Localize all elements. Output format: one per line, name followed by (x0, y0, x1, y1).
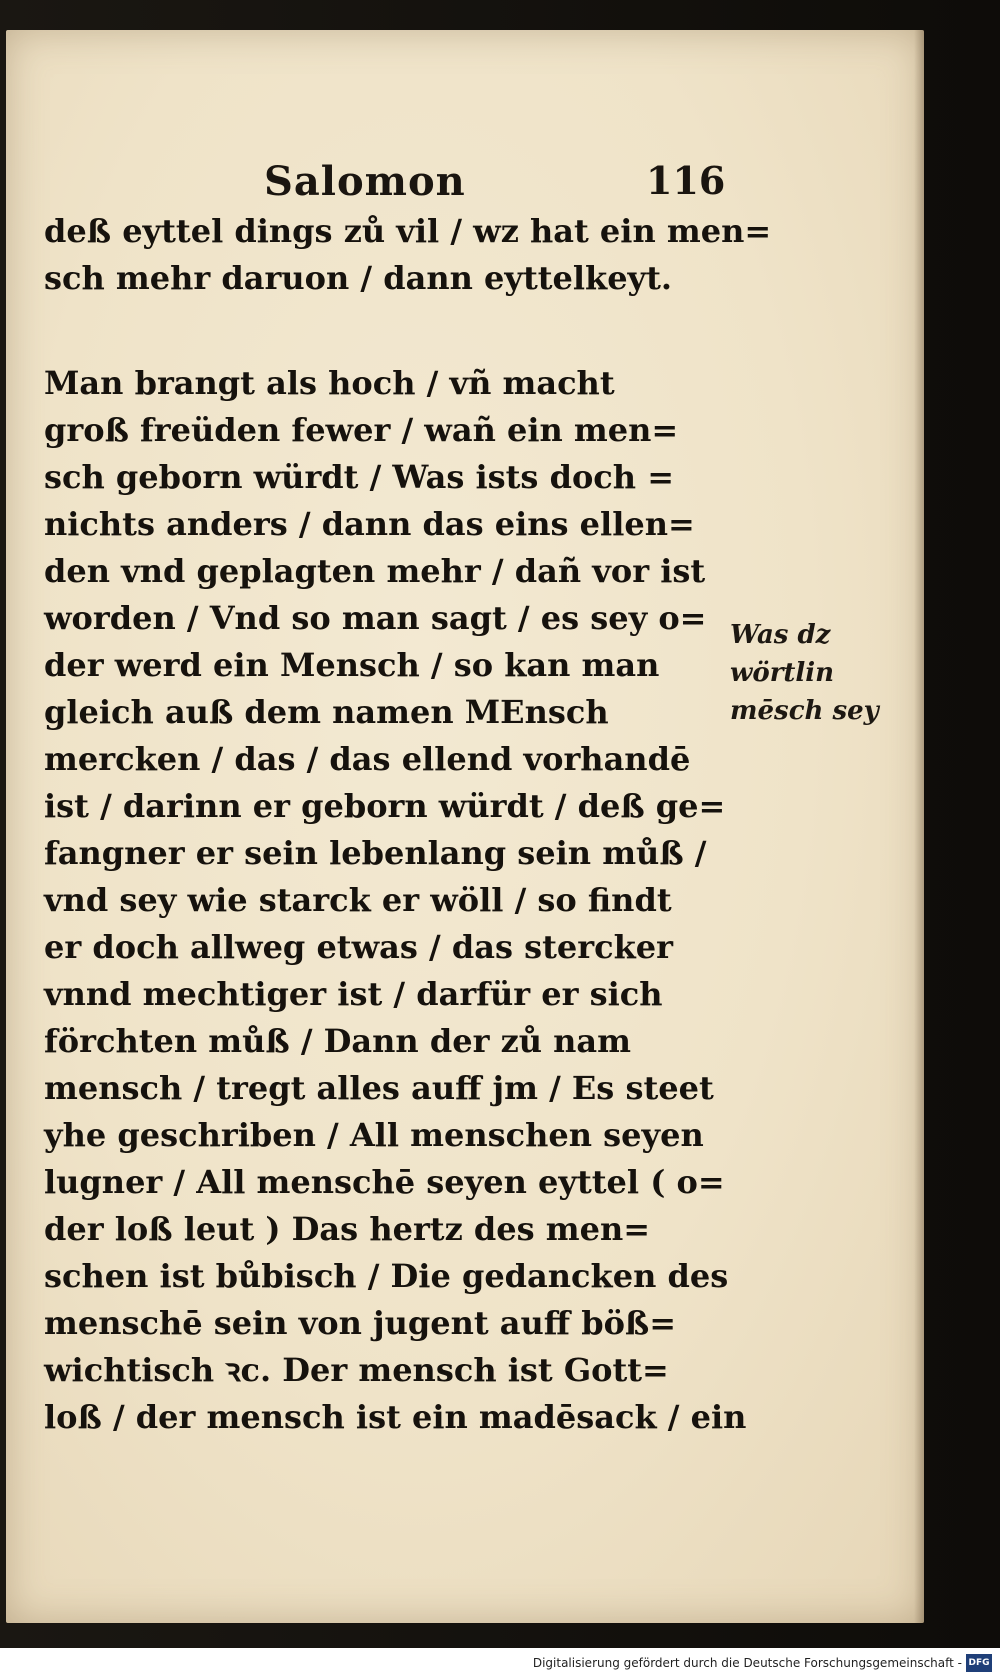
text-line: worden / Vnd so man sagt / es sey o= (44, 599, 707, 637)
margin-note-line: Was dz (730, 620, 831, 650)
text-line: der werd ein Mensch / so kan man (44, 646, 660, 684)
text-line: sch mehr daruon / dann eyttelkeyt. (44, 259, 673, 297)
text-line: loß / der mensch ist ein madēsack / ein (44, 1398, 747, 1436)
text-line: schen ist bůbisch / Die gedancken des (44, 1257, 729, 1295)
text-line: förchten můß / Dann der zů nam (44, 1022, 631, 1060)
text-line: vnnd mechtiger ist / darfür er sich (44, 975, 663, 1013)
running-title: Salomon (264, 158, 466, 205)
page-number: 116 (646, 158, 726, 203)
text-line: Man brangt als hoch / vñ macht (44, 364, 615, 402)
margin-note-line: mēsch sey (730, 696, 879, 726)
text-line: er doch allweg etwas / das stercker (44, 928, 673, 966)
margin-note-line: wörtlin (730, 658, 835, 688)
text-line: ist / darinn er geborn würdt / deß ge= (44, 787, 726, 825)
text-line: den vnd geplagten mehr / dañ vor ist (44, 552, 706, 590)
text-line: yhe geschriben / All menschen seyen (44, 1116, 704, 1154)
main-text (44, 208, 772, 1441)
text-line: wichtisch ꝛc. Der mensch ist Gott= (44, 1351, 669, 1389)
footer-credit: Digitalisierung gefördert durch die Deutsche Forschungsgemeinschaft - (532, 1656, 962, 1670)
page-header (264, 158, 726, 208)
text-line: vnd sey wie starck er wöll / so findt (44, 881, 672, 919)
text-line: mensch / tregt alles auff jm / Es steet (44, 1069, 714, 1107)
text-line: lugner / All menschē seyen eyttel ( o= (44, 1163, 725, 1201)
text-line: nichts anders / dann das eins ellen= (44, 505, 695, 543)
text-line: mercken / das / das ellend vorhandē (44, 740, 691, 778)
text-line: deß eyttel dings zů vil / wz hat ein men= (44, 212, 772, 250)
dfg-logo: DFG (966, 1654, 992, 1672)
text-line: gleich auß dem namen MEnsch (44, 693, 609, 731)
text-line: der loß leut ) Das hertz des men= (44, 1210, 651, 1248)
text-line: menschē sein von jugent auff böß= (44, 1304, 677, 1342)
text-line: sch geborn würdt / Was ists doch = (44, 458, 674, 496)
text-line: fangner er sein lebenlang sein můß / (44, 834, 707, 872)
digitization-footer (0, 1648, 1000, 1679)
text-line: groß freüden fewer / wañ ein men= (44, 411, 679, 449)
book-page (6, 30, 924, 1623)
margin-note (730, 616, 890, 730)
